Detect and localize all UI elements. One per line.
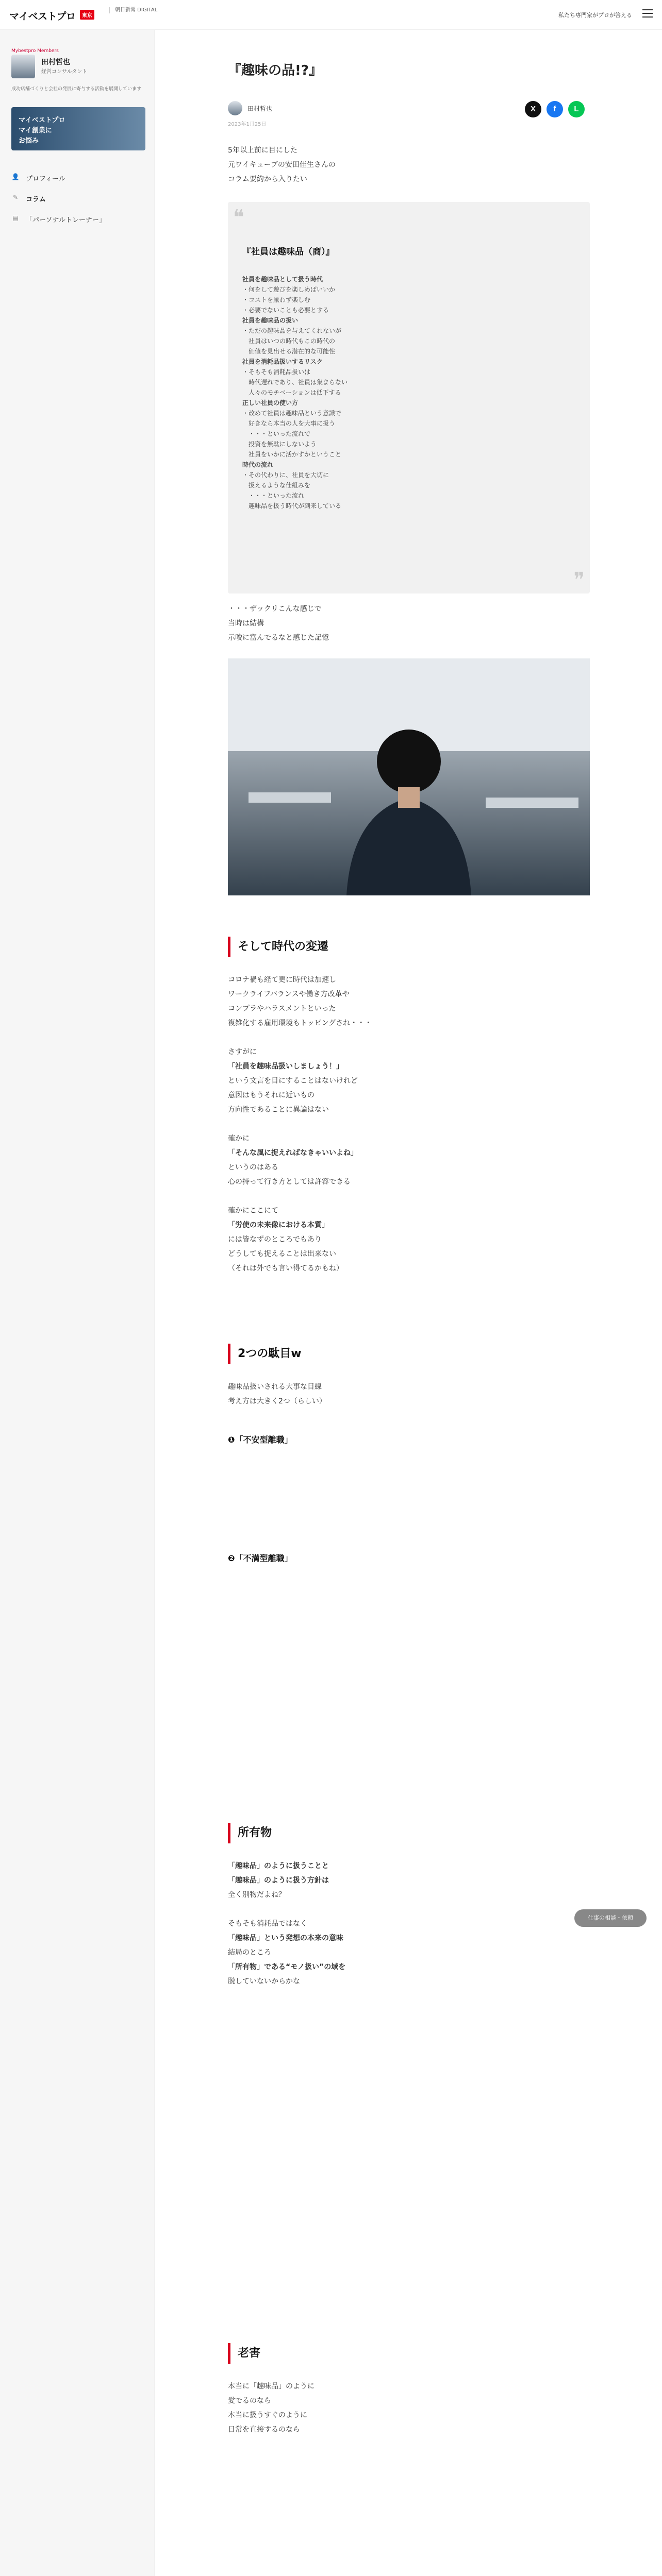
menu-icon[interactable]: [642, 9, 653, 18]
book-icon: ▤: [12, 214, 19, 222]
paragraph-line: 方向性であることに異論はない: [228, 1106, 329, 1114]
sidebar-role: 経営コンサルタント: [41, 69, 88, 75]
paragraph-line: 脱していないからかな: [228, 1977, 300, 1986]
quote-line: ・そもそも消耗品扱いは: [242, 368, 311, 376]
sidebar: [0, 30, 155, 2576]
author-avatar[interactable]: [228, 101, 242, 115]
author-name[interactable]: 田村哲也: [247, 105, 273, 112]
paragraph-line: 確かに: [228, 1134, 250, 1143]
paragraph-line: 「趣味品」という発想の本来の意味: [228, 1934, 343, 1942]
paragraph-line: 「社員を趣味品扱いしましょう！」: [228, 1062, 343, 1071]
paragraph: [228, 973, 590, 1030]
paragraph-line: 心の持って行き方としては許容できる: [228, 1178, 351, 1186]
section-body: [228, 1380, 590, 1423]
sidebar-name[interactable]: 田村哲也: [41, 58, 70, 66]
facebook-share-icon[interactable]: f: [547, 101, 563, 117]
quote-line: ・その代わりに、社員を大切に: [242, 471, 329, 479]
paragraph-line: 本当に「趣味品」のように: [228, 2382, 315, 2391]
quote-line: 人々のモチベーションは低下する: [242, 389, 341, 396]
quote-line: ・改めて社員は趣味品という意識で: [242, 410, 342, 417]
paragraph-line: コンプラやハラスメントといった: [228, 1005, 336, 1013]
quote-line: ・・・といった流れ: [242, 492, 305, 499]
quote-body: [242, 274, 577, 511]
after-quote-text: ・・・ザックリこんな感じで 当時は結構 示唆に富んでるなと感じた記憶: [228, 605, 329, 642]
paragraph: [228, 1859, 590, 1902]
quote-line: 時代遅れであり、社員は集まらない: [242, 379, 348, 386]
quote-line: ・何をして遊びを楽しめばいいか: [242, 286, 336, 293]
quote-line: 時代の流れ: [242, 461, 274, 468]
paragraph-line: 「そんな風に捉えればなきゃいいよね」: [228, 1149, 358, 1157]
paragraph-line: ワークライフバランスや働き方改革や: [228, 990, 350, 998]
article-photo: [228, 658, 590, 895]
quote-line: 価値を見出せる潜在的な可能性: [242, 348, 336, 355]
paragraph-line: 意図はもうそれに近いもの: [228, 1091, 315, 1099]
section-heading: そして時代の変遷: [228, 937, 590, 957]
paragraph: [228, 1917, 590, 1989]
paragraph: [228, 2379, 590, 2437]
quote-line: ・必要でないことも必要とする: [242, 307, 329, 314]
page-title: 『趣味の品!?』: [228, 63, 322, 78]
contact-button[interactable]: 仕事の相談・依頼: [574, 1909, 647, 1927]
sidebar-tag: Mybestpro Members: [11, 48, 59, 54]
paragraph-line: 全く別物だよね？: [228, 1891, 286, 1899]
paragraph: [228, 1204, 590, 1276]
paragraph-line: 「趣味品」のように扱う方針は: [228, 1876, 329, 1885]
quote-open-icon: ❝: [233, 206, 244, 229]
publish-date: 2023年1月25日: [228, 122, 267, 127]
sidebar-item-trainer[interactable]: ▤ 「パーソナルトレーナー」: [11, 211, 145, 227]
paragraph-line: 「労使の未来像における本質」: [228, 1221, 329, 1229]
site-header: [0, 0, 662, 30]
intro-text: 5年以上前に目にした 元ワイキューブの安田佳生さんの コラム要約から入りたい: [228, 146, 336, 183]
sidebar-desc: 成功店舗づくりと会社の発展に寄与する活動を展開しています: [11, 87, 142, 92]
quote-line: 投資を無駄にしないよう: [242, 440, 317, 448]
paragraph-line: という文言を目にすることはないけれど: [228, 1077, 358, 1085]
author-row: [228, 101, 590, 125]
avatar[interactable]: [11, 55, 35, 78]
section-body: [228, 1859, 590, 2003]
paragraph-line: 趣味品扱いされる大事な目線: [228, 1383, 322, 1391]
line-share-icon[interactable]: L: [568, 101, 585, 117]
paragraph-line: 結局のところ: [228, 1948, 271, 1957]
quote-line: 社員を趣味品の扱い: [242, 317, 299, 324]
quote-line: ・・・といった流れで: [242, 430, 311, 437]
section-heading: 老害: [228, 2343, 590, 2364]
quote-line: 社員を消耗品扱いするリスク: [242, 358, 323, 365]
x-share-icon[interactable]: X: [525, 101, 541, 117]
paragraph: [228, 1045, 590, 1117]
section-body: [228, 973, 590, 1290]
paragraph-line: 考え方は大きく2つ（らしい）: [228, 1397, 326, 1405]
user-icon: 👤: [11, 173, 20, 180]
quote-line: 好きなら本当の人を大事に扱う: [242, 420, 336, 427]
quote-close-icon: ❞: [573, 568, 585, 592]
header-link[interactable]: 私たち専門家がプロが答える: [558, 12, 632, 19]
paragraph-line: 「趣味品」のように扱うことと: [228, 1862, 329, 1870]
sidebar-banner[interactable]: マイベストプロ マイ創業に お悩み: [11, 107, 145, 150]
sidebar-item-column[interactable]: ✎ コラム: [11, 191, 145, 206]
quote-line: 趣味品を扱う時代が到来している: [242, 502, 342, 510]
paragraph: [228, 1380, 590, 1409]
quote-line: ・コストを厭わず楽しむ: [242, 296, 311, 303]
quote-line: 社員を趣味品として扱う時代: [242, 276, 323, 283]
paragraph-line: コロナ禍も経て更に時代は加速し: [228, 976, 336, 984]
section-heading: 2つの駄目w: [228, 1344, 590, 1364]
quote-line: ・ただの趣味品を与えてくれないが: [242, 327, 342, 334]
quote-line: 社員をいかに活かすかということ: [242, 451, 342, 458]
quote-line: 社員はいつの時代もこの時代の: [242, 337, 336, 345]
sub-heading: ❶「不安型離職」: [228, 1435, 293, 1445]
paragraph-line: 「所有物」である“モノ扱い”の域を: [228, 1963, 346, 1971]
paragraph: [228, 1131, 590, 1189]
quote-title: 『社員は趣味品（商）』: [242, 247, 335, 257]
paragraph-line: そもそも消耗品ではなく: [228, 1920, 307, 1928]
paragraph-line: 複雑化する雇用環境もトッピングされ・・・: [228, 1019, 372, 1027]
section-body: [228, 2379, 590, 2451]
paragraph-line: 愛でるのなら: [228, 2397, 271, 2405]
paragraph-line: 本当に扱うすぐのように: [228, 2411, 307, 2419]
paragraph-line: には皆なずのところでもあり: [228, 1235, 322, 1244]
site-logo[interactable]: マイベストプロ: [9, 11, 76, 22]
paragraph-line: というのはある: [228, 1163, 278, 1172]
section-heading: 所有物: [228, 1823, 590, 1843]
paragraph-line: 確かにここにて: [228, 1207, 278, 1215]
blockquote: [228, 202, 590, 594]
paragraph-line: どうしても捉えることは出来ない: [228, 1250, 336, 1258]
quote-line: 扱えるような仕組みを: [242, 482, 311, 489]
quote-line: 正しい社員の使い方: [242, 399, 299, 406]
sidebar-item-profile[interactable]: 👤 プロフィール: [11, 173, 65, 183]
partner-logo: 朝日新聞 DIGITAL: [109, 7, 157, 13]
pen-icon: ✎: [12, 194, 19, 201]
paragraph-line: さすがに: [228, 1048, 257, 1056]
paragraph-line: 日常を直接するのなら: [228, 2426, 300, 2434]
sub-heading: ❷「不満型離職」: [228, 1553, 293, 1563]
paragraph-line: （それは外でも言い得てるかもね）: [228, 1264, 343, 1273]
region-badge: 東京: [80, 10, 94, 20]
